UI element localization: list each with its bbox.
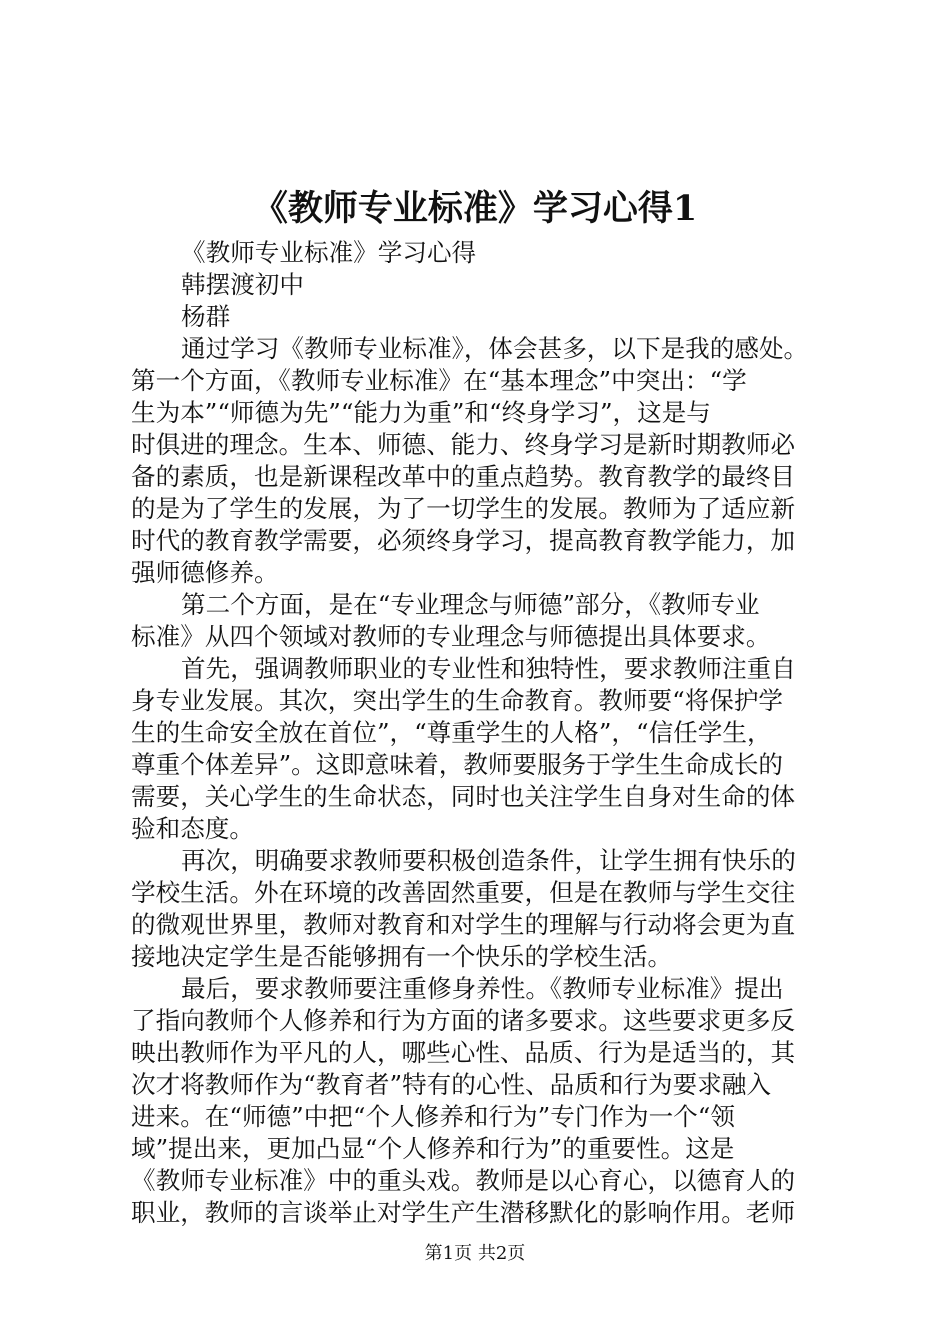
body-text-line: 生的生命安全放在首位”，“尊重学生的人格”，“信任学生， xyxy=(131,718,772,747)
body-text-line: 第二个方面，是在“专业理念与师德”部分，《教师专业 xyxy=(181,590,760,619)
body-text-line: 映出教师作为平凡的人，哪些心性、品质、行为是适当的，其 xyxy=(131,1038,796,1067)
body-text-line: 需要，关心学生的生命状态，同时也关注学生自身对生命的体 xyxy=(131,782,796,811)
body-text-line: 首先，强调教师职业的专业性和独特性，要求教师注重自 xyxy=(181,654,796,683)
body-text-line: 接地决定学生是否能够拥有一个快乐的学校生活。 xyxy=(131,942,673,971)
body-text-line: 再次，明确要求教师要积极创造条件，让学生拥有快乐的 xyxy=(181,846,796,875)
body-text-line: 验和态度。 xyxy=(131,814,254,843)
body-text-line: 《教师专业标准》学习心得 xyxy=(181,238,477,267)
body-text-line: 备的素质，也是新课程改革中的重点趋势。教育教学的最终目 xyxy=(131,462,796,491)
body-text-line: 学校生活。外在环境的改善固然重要，但是在教师与学生交往 xyxy=(131,878,796,907)
page-number-footer: 第1页 共2页 xyxy=(424,1243,526,1264)
body-text-line: 杨群 xyxy=(181,302,231,331)
body-text-line: 时代的教育教学需要，必须终身学习，提高教育教学能力，加 xyxy=(131,526,796,555)
body-text-line: 进来。在“师德”中把“个人修养和行为”专门作为一个“领 xyxy=(131,1102,735,1131)
body-text-line: 《教师专业标准》中的重头戏。教师是以心育心，以德育人的 xyxy=(131,1166,796,1195)
body-text-line: 强师德修养。 xyxy=(131,558,279,587)
body-text-line: 的是为了学生的发展，为了一切学生的发展。教师为了适应新 xyxy=(131,494,796,523)
body-text-line: 时俱进的理念。生本、师德、能力、终身学习是新时期教师必 xyxy=(131,430,796,459)
body-text-line: 职业，教师的言谈举止对学生产生潜移默化的影响作用。老师 xyxy=(131,1198,796,1227)
body-text-line: 的微观世界里，教师对教育和对学生的理解与行动将会更为直 xyxy=(131,910,796,939)
body-text-line: 通过学习《教师专业标准》，体会甚多，以下是我的感处。 xyxy=(181,334,809,363)
body-text-line: 次才将教师作为“教育者”特有的心性、品质和行为要求融入 xyxy=(131,1070,771,1099)
document-body xyxy=(131,237,843,1229)
body-text-line: 最后，要求教师要注重修身养性。《教师专业标准》提出 xyxy=(181,974,784,1003)
body-text-line: 生为本”“师德为先”“能力为重”和“终身学习”，这是与 xyxy=(131,398,711,427)
body-text-line: 身专业发展。其次，突出学生的生命教育。教师要“将保护学 xyxy=(131,686,784,715)
body-text-line: 韩摆渡初中 xyxy=(181,270,304,299)
body-text-line: 了指向教师个人修养和行为方面的诸多要求。这些要求更多反 xyxy=(131,1006,796,1035)
body-text-line: 第一个方面，《教师专业标准》在“基本理念”中突出：“学 xyxy=(131,366,747,395)
body-text-line: 尊重个体差异”。这即意味着，教师要服务于学生生命成长的 xyxy=(131,750,784,779)
body-text-line: 域”提出来，更加凸显“个人修养和行为”的重要性。这是 xyxy=(131,1134,735,1163)
body-text-line: 标准》从四个领域对教师的专业理念与师德提出具体要求。 xyxy=(131,622,771,651)
document-title: 《教师专业标准》学习心得1 xyxy=(252,188,698,229)
